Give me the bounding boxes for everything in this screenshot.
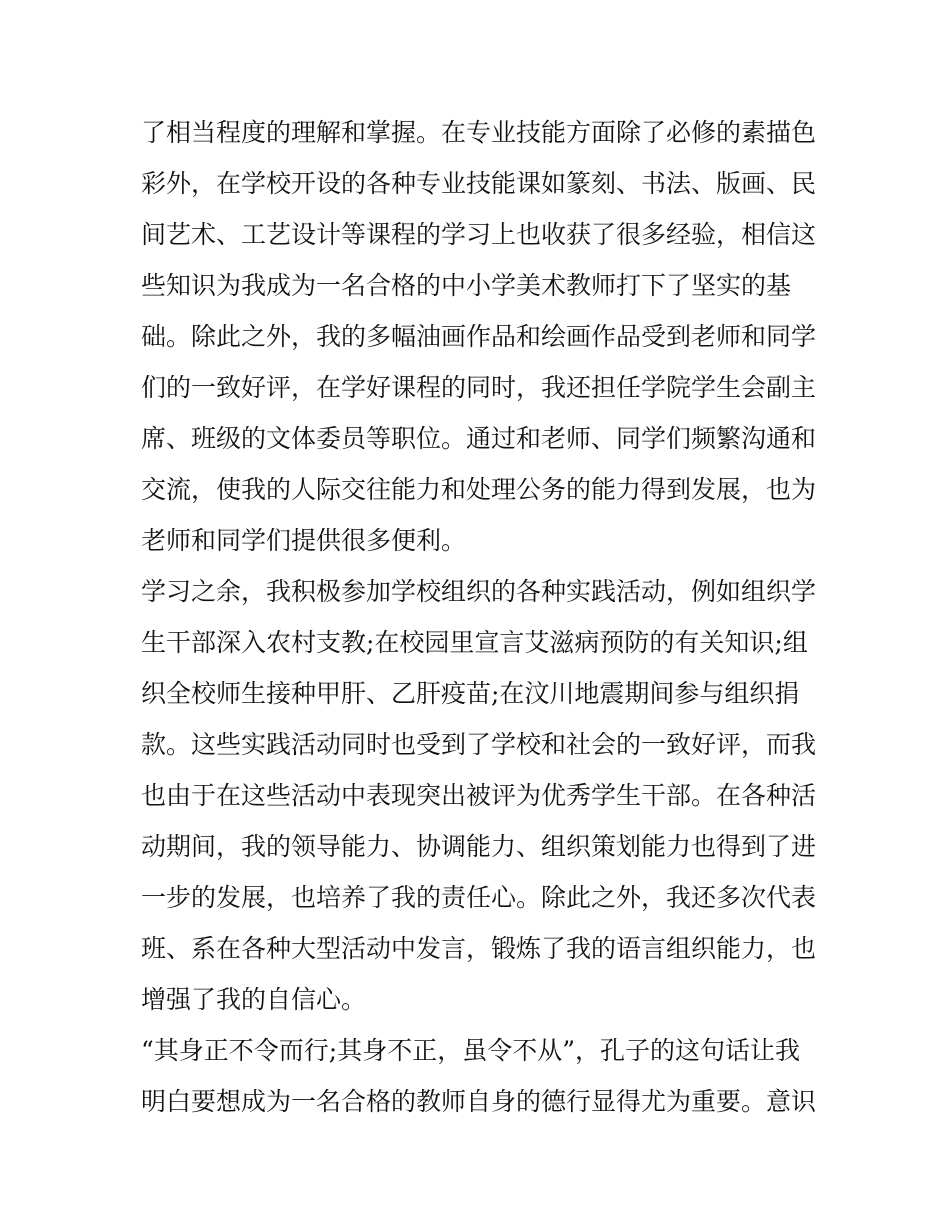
text-line: 织全校师生接种甲肝、乙肝疫苗;在汶川地震期间参与组织捐 <box>141 679 800 708</box>
text-line: “其身正不令而行;其身不正，虽令不从”，孔子的这句话让我 <box>141 1036 800 1065</box>
text-line: 彩外，在学校开设的各种专业技能课如篆刻、书法、版画、民 <box>141 169 817 198</box>
text-line: 些知识为我成为一名合格的中小学美术教师打下了坚实的基 <box>141 271 792 300</box>
text-line: 席、班级的文体委员等职位。通过和老师、同学们频繁沟通和 <box>141 424 817 453</box>
text-line: 动期间，我的领导能力、协调能力、组织策划能力也得到了进 <box>141 832 817 861</box>
text-line: 间艺术、工艺设计等课程的学习上也收获了很多经验，相信这 <box>141 220 817 249</box>
text-line: 增强了我的自信心。 <box>141 985 367 1014</box>
text-line: 学习之余，我积极参加学校组织的各种实践活动，例如组织学 <box>141 577 817 606</box>
text-line: 了相当程度的理解和掌握。在专业技能方面除了必修的素描色 <box>141 118 817 147</box>
text-line: 款。这些实践活动同时也受到了学校和社会的一致好评，而我 <box>141 730 817 759</box>
document-body <box>141 107 821 1127</box>
text-line: 生干部深入农村支教;在校园里宣言艾滋病预防的有关知识;组 <box>141 628 808 657</box>
text-line: 础。除此之外，我的多幅油画作品和绘画作品受到老师和同学 <box>141 322 817 351</box>
text-line: 明白要想成为一名合格的教师自身的德行显得尤为重要。意识 <box>141 1087 817 1116</box>
text-line: 也由于在这些活动中表现突出被评为优秀学生干部。在各种活 <box>141 781 817 810</box>
text-line: 一步的发展，也培养了我的责任心。除此之外，我还多次代表 <box>141 883 817 912</box>
text-line: 交流，使我的人际交往能力和处理公务的能力得到发展，也为 <box>141 475 817 504</box>
text-line: 老师和同学们提供很多便利。 <box>141 526 467 555</box>
text-line: 们的一致好评，在学好课程的同时，我还担任学院学生会副主 <box>141 373 817 402</box>
text-line: 班、系在各种大型活动中发言，锻炼了我的语言组织能力，也 <box>141 934 817 963</box>
